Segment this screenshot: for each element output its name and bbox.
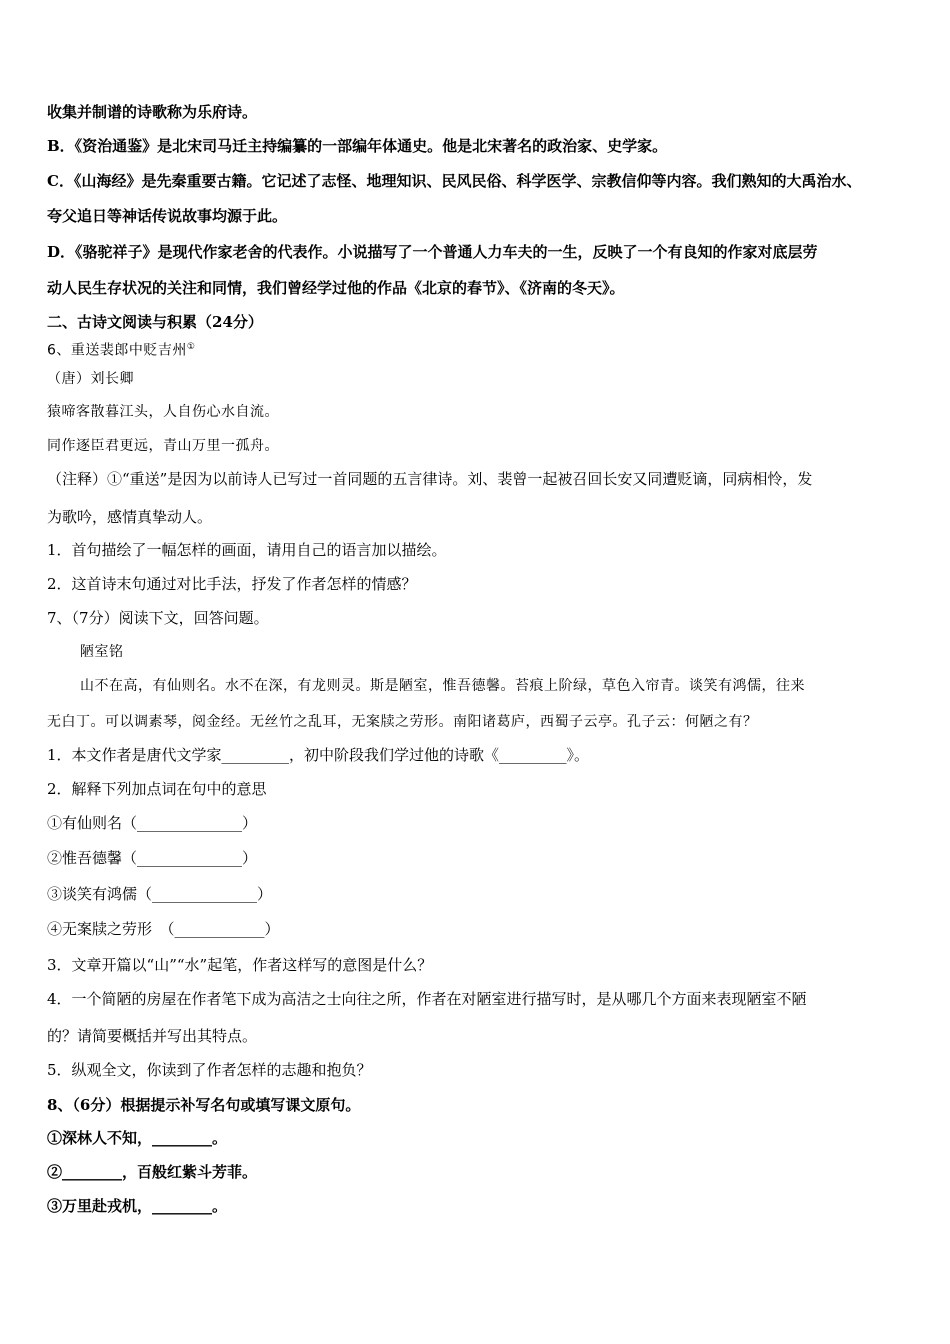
option-a-tail: 收集并制谱的诗歌称为乐府诗。 <box>47 103 258 121</box>
q7-sub2: 2．解释下列加点词在句中的意思 <box>47 780 267 798</box>
q7-item1: ①有仙则名（______________） <box>47 814 258 832</box>
q6-note-line1: （注释）①“重送”是因为以前诗人已写过一首同题的五言律诗。刘、裴曾一起被召回长安又同遭贬谪，同病相怜，发 <box>47 470 813 488</box>
q7-para-line2: 无白丁。可以调素琴，阅金经。无丝竹之乱耳，无案牍之劳形。南阳诸葛庐，西蜀子云亭。孔子云：何陋之有？ <box>47 714 758 730</box>
option-c-line1: C．《山海经》是先秦重要古籍。它记述了志怪、地理知识、民风民俗、科学医学、宗教信仰等内容。我们熟知的大禹治水、 <box>47 172 862 190</box>
q8-head: 8、（6分）根据提示补写名句或填写课文原句。 <box>47 1096 361 1114</box>
q6-title-text: 6、重送裴郎中贬吉州 <box>47 342 187 359</box>
q6-sub2: 2．这首诗末句通过对比手法，抒发了作者怎样的情感？ <box>47 575 417 593</box>
q7-item3: ③谈笑有鸿儒（______________） <box>47 885 273 903</box>
q8-item2: ②________，百般红紫斗芳菲。 <box>47 1163 258 1181</box>
q7-item2: ②惟吾德馨（______________） <box>47 849 258 867</box>
q7-sub5: 5．纵观全文，你读到了作者怎样的志趣和抱负？ <box>47 1061 372 1079</box>
q7-sub3: 3．文章开篇以“山”“水”起笔，作者这样写的意图是什么？ <box>47 956 433 974</box>
q6-author: （唐）刘长卿 <box>47 371 134 387</box>
q6-note-mark: ① <box>186 342 196 352</box>
q7-para-line1: 山不在高，有仙则名。水不在深，有龙则灵。斯是陋室，惟吾德馨。苔痕上阶绿，草色入帘青。谈笑有鸿儒，往来 <box>80 678 805 694</box>
q7-sub1: 1．本文作者是唐代文学家_________，初中阶段我们学过他的诗歌《_________》。 <box>47 746 590 764</box>
q8-item1: ①深林人不知，________。 <box>47 1129 228 1147</box>
q6-note-line2: 为歌吟，感情真挚动人。 <box>47 508 213 526</box>
option-d-line2: 动人民生存状况的关注和同情，我们曾经学过他的作品《北京的春节》、《济南的冬天》。 <box>47 279 625 297</box>
option-b: B．《资治通鉴》是北宋司马迁主持编纂的一部编年体通史。他是北宋著名的政治家、史学家。 <box>47 137 668 155</box>
q7-head: 7、（7分）阅读下文，回答问题。 <box>47 609 269 627</box>
option-c-line2: 夸父追日等神话传说故事均源于此。 <box>47 207 288 225</box>
q8-item3: ③万里赴戎机，________。 <box>47 1197 228 1215</box>
q7-title: 陋室铭 <box>80 644 124 660</box>
q6-sub1: 1．首句描绘了一幅怎样的画面，请用自己的语言加以描绘。 <box>47 541 447 559</box>
option-d-line1: D．《骆驼祥子》是现代作家老舍的代表作。小说描写了一个普通人力车夫的一生，反映了一个有良知的作家对底层劳 <box>47 243 818 261</box>
q6-title <box>47 337 196 361</box>
q7-sub4-line1: 4．一个简陋的房屋在作者笔下成为高洁之士向往之所，作者在对陋室进行描写时，是从哪几个方面来表现陋室不陋 <box>47 990 807 1008</box>
section-heading: 二、古诗文阅读与积累（24分） <box>47 313 263 331</box>
q6-poem-line2: 同作逐臣君更远，青山万里一孤舟。 <box>47 438 279 454</box>
q7-item4: ④无案牍之劳形 （____________） <box>47 920 280 938</box>
q7-sub4-line2: 的？请简要概括并写出其特点。 <box>47 1027 258 1045</box>
q6-poem-line1: 猿啼客散暮江头，人自伤心水自流。 <box>47 404 279 420</box>
